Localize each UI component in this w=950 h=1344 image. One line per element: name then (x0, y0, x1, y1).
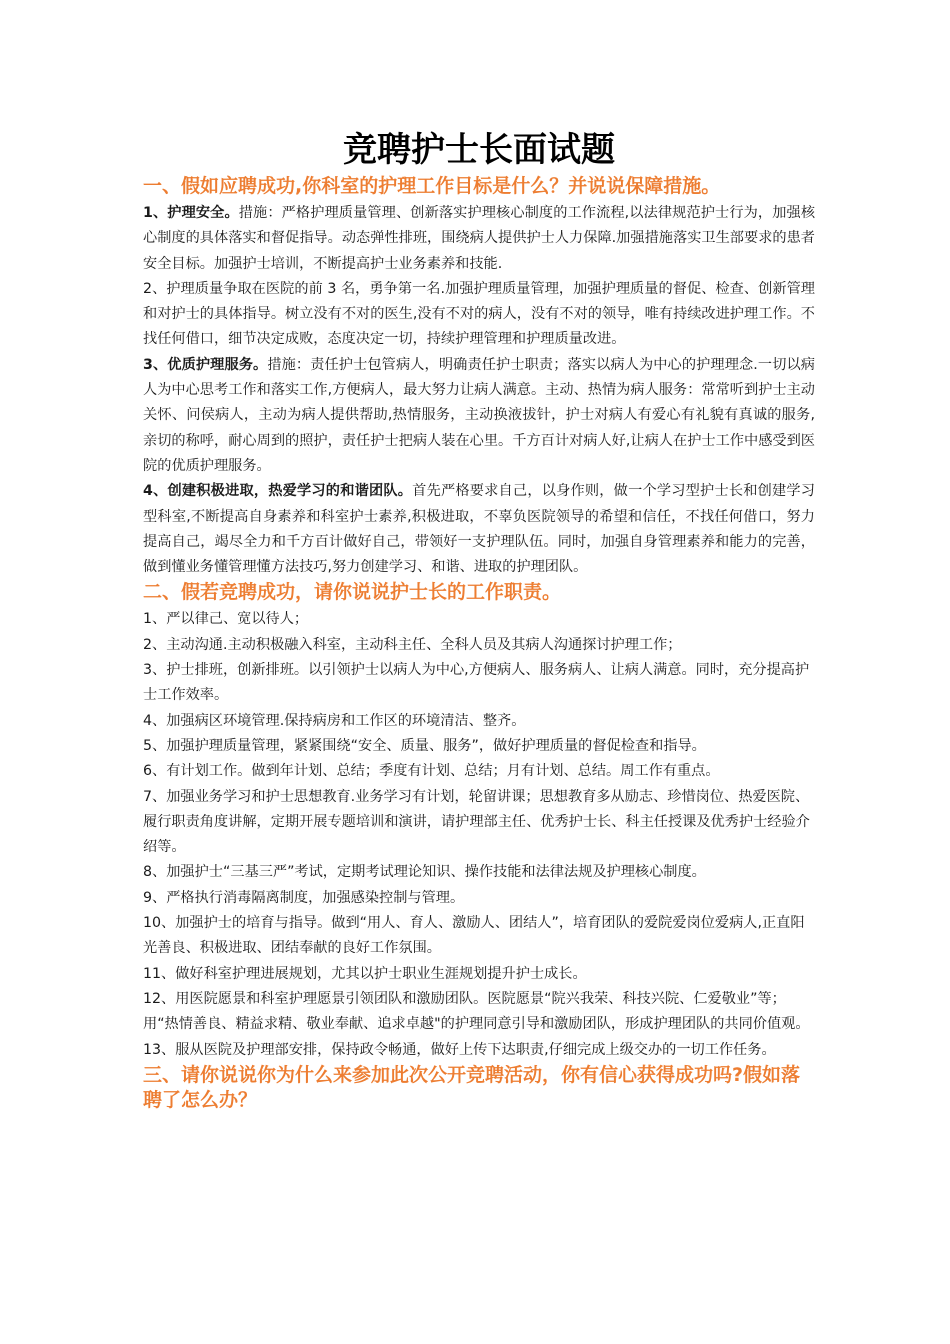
section-3 (143, 1063, 815, 1113)
section-2-item-10: 10、加强护士的培育与指导。做到“用人、育人、激励人、团结人”，培育团队的爱院爱岗位爱病人,正直阳光善良、积极进取、团结奉献的良好工作氛围。 (143, 915, 805, 957)
section-2-item-6: 6、有计划工作。做到年计划、总结；季度有计划、总结；月有计划、总结。周工作有重点。 (143, 763, 720, 780)
section-2-heading: 二、假若竞聘成功，请你说说护士长的工作职责。 (143, 581, 562, 604)
item-text: 措施：严格护理质量管理、创新落实护理核心制度的工作流程,以法律规范护士行为，加强核心制度的具体落实和督促指导。动态弹性排班，围绕病人提供护士人力保障.加强措施落实卫生部要求的患者安全目标。加强护士培训，不断提高护士业务素养和技能. (143, 205, 816, 272)
section-1-item-4 (143, 479, 815, 580)
section-2 (143, 580, 815, 1062)
section-1-heading: 一、假如应聘成功,你科室的护理工作目标是什么？并说说保障措施。 (143, 175, 721, 197)
document-title: 竞聘护士长面试题 (343, 130, 615, 170)
section-2-item-8: 8、加强护士“三基三严”考试，定期考试理论知识、操作技能和法律法规及护理核心制度。 (143, 864, 706, 881)
item-lead: 4、创建积极进取，热爱学习的和谐团队。 (143, 483, 413, 500)
section-2-item-12: 12、用医院愿景和科室护理愿景引领团队和激励团队。医院愿景“院兴我荣、科技兴院、仁爱敬业”等；用“热情善良、精益求精、敬业奉献、追求卓越"的护理同意引导和激励团队，形成护理团队的共同价值观。 (143, 990, 810, 1033)
section-1 (143, 174, 815, 580)
section-2-item-2: 2、主动沟通.主动积极融入科室，主动科主任、全科人员及其病人沟通探讨护理工作； (143, 636, 682, 653)
section-2-item-1: 1、严以律己、宽以待人； (143, 611, 309, 628)
section-1-item-1 (143, 201, 815, 277)
item-lead: 3、优质护理服务。 (143, 356, 268, 373)
item-lead: 1、护理安全。 (143, 205, 239, 221)
section-2-item-3: 3、护士排班，创新排班。以引领护士以病人为中心,方便病人、服务病人、让病人满意。同时，充分提高护士工作效率。 (143, 662, 810, 704)
section-2-item-13: 13、服从医院及护理部安排，保持政令畅通，做好上传下达职责,仔细完成上级交办的一切工作任务。 (143, 1041, 776, 1058)
item-text: 2、护理质量争取在医院的前 3 名，勇争第一名.加强护理质量管理，加强护理质量的督促、检查、创新管理和对护士的具体指导。树立没有不对的医生,没有不对的病人，没有不对的领导，唯有持续改进护理工作。不找任何借口，细节决定成败，态度决定一切，持续护理管理和护理质量改进。 (143, 280, 815, 348)
section-2-item-5: 5、加强护理质量管理，紧紧围绕“安全、质量、服务”，做好护理质量的督促检查和指导。 (143, 737, 706, 754)
section-1-item-2 (143, 277, 815, 353)
section-1-item-3 (143, 353, 815, 479)
section-2-item-11: 11、做好科室护理进展规划，尤其以护士职业生涯规划提升护士成长。 (143, 965, 587, 982)
section-2-item-4: 4、加强病区环境管理.保持病房和工作区的环境清洁、整齐。 (143, 712, 526, 729)
section-2-item-9: 9、严格执行消毒隔离制度，加强感染控制与管理。 (143, 889, 465, 906)
item-text: 首先严格要求自己，以身作则，做一个学习型护士长和创建学习型科室,不断提高自身素养和科室护士素养,积极进取，不辜负医院领导的希望和信任，不找任何借口，努力提高自己，竭尽全力和千方百计做好自己，带领好一支护理队伍。同时，加强自身管理素养和能力的完善，做到懂业务懂管理懂方法技巧,努力创建学习、和谐、进取的护理团队。 (143, 483, 815, 576)
section-3-heading: 三、请你说说你为什么来参加此次公开竞聘活动，你有信心获得成功吗?假如落聘了怎么办？ (143, 1063, 801, 1111)
item-text: 措施：责任护士包管病人，明确责任护士职责；落实以病人为中心的护理理念.一切以病人为中心思考工作和落实工作,方便病人，最大努力让病人满意。主动、热情为病人服务：常常听到护士主动关怀、问侯病人，主动为病人提供帮助,热情服务，主动换液拔针，护士对病人有爱心有礼貌有真诚的服务,亲切的称呼，耐心周到的照护，责任护士把病人装在心里。千方百计对病人好,让病人在护士工作中感受到医院的优质护理服务。 (143, 356, 815, 474)
section-2-item-7: 7、加强业务学习和护士思想教育.业务学习有计划，轮留讲课；思想教育多从励志、珍惜岗位、热爱医院、履行职责角度讲解，定期开展专题培训和演讲，请护理部主任、优秀护士长、科主任授课及优秀护士经验介绍等。 (143, 788, 810, 856)
